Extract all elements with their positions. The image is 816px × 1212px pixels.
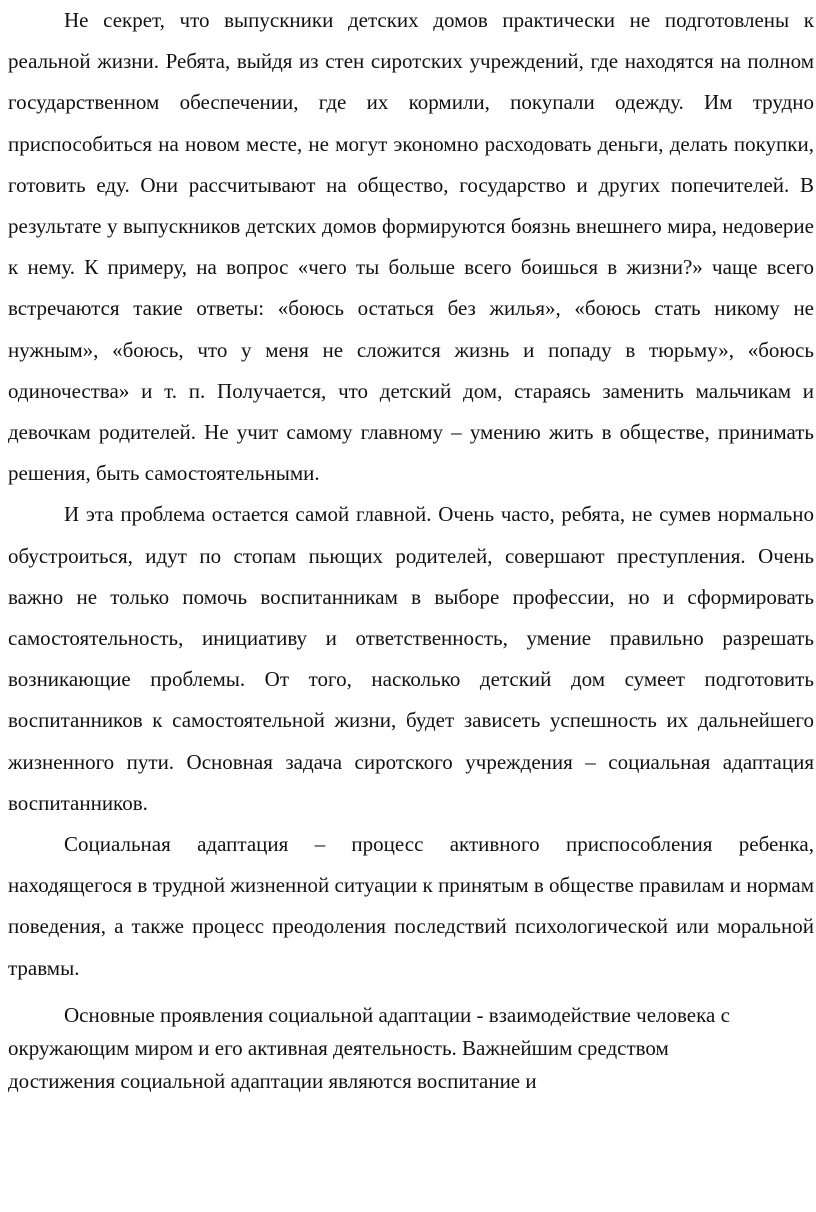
paragraph-2: И эта проблема остается самой главной. Очень часто, ребята, не сумев нормально обустроиться, идут по стопам пьющих родителей, совершают преступления. Очень важно не только помочь воспитанникам в выборе профессии, но и сформировать самостоятельность, инициативу и ответственность, умение правильно разрешать возникающие проблемы. От того, насколько детский дом сумеет подготовить воспитанников к самостоятельной жизни, будет зависеть успешность их дальнейшего жизненного пути. Основная задача сиротского учреждения – социальная адаптация воспитанников. [8, 502, 814, 815]
paragraph-1: Не секрет, что выпускники детских домов практически не подготовлены к реальной жизни. Ребята, выйдя из стен сиротских учреждений, где находятся на полном государственном обеспечении, где их кормили, покупали одежду. Им трудно приспособиться на новом месте, не могут экономно расходовать деньги, делать покупки, готовить еду. Они рассчитывают на общество, государство и других попечителей. В результате у выпускников детских домов формируются боязнь внешнего мира, недоверие к нему. К примеру, на вопрос «чего ты больше всего боишься в жизни?» чаще всего встречаются такие ответы: «боюсь остаться без жилья», «боюсь стать никому не нужным», «боюсь, что у меня не сложится жизнь и попаду в тюрьму», «боюсь одиночества» и т. п. Получается, что детский дом, стараясь заменить мальчикам и девочкам родителей. Не учит самому главному – умению жить в обществе, принимать решения, быть самостоятельными. [8, 8, 814, 486]
paragraph-3: Социальная адаптация – процесс активного приспособления ребенка, находящегося в трудной жизненной ситуации к принятым в обществе правилам и нормам поведения, а также процесс преодоления последствий психологической или моральной травмы. [8, 832, 814, 980]
paragraph-4: Основные проявления социальной адаптации - взаимодействие человека с окружающим миром и его активная деятельность. Важнейшим средством достижения социальной адаптации являются воспитание и [8, 1002, 730, 1093]
